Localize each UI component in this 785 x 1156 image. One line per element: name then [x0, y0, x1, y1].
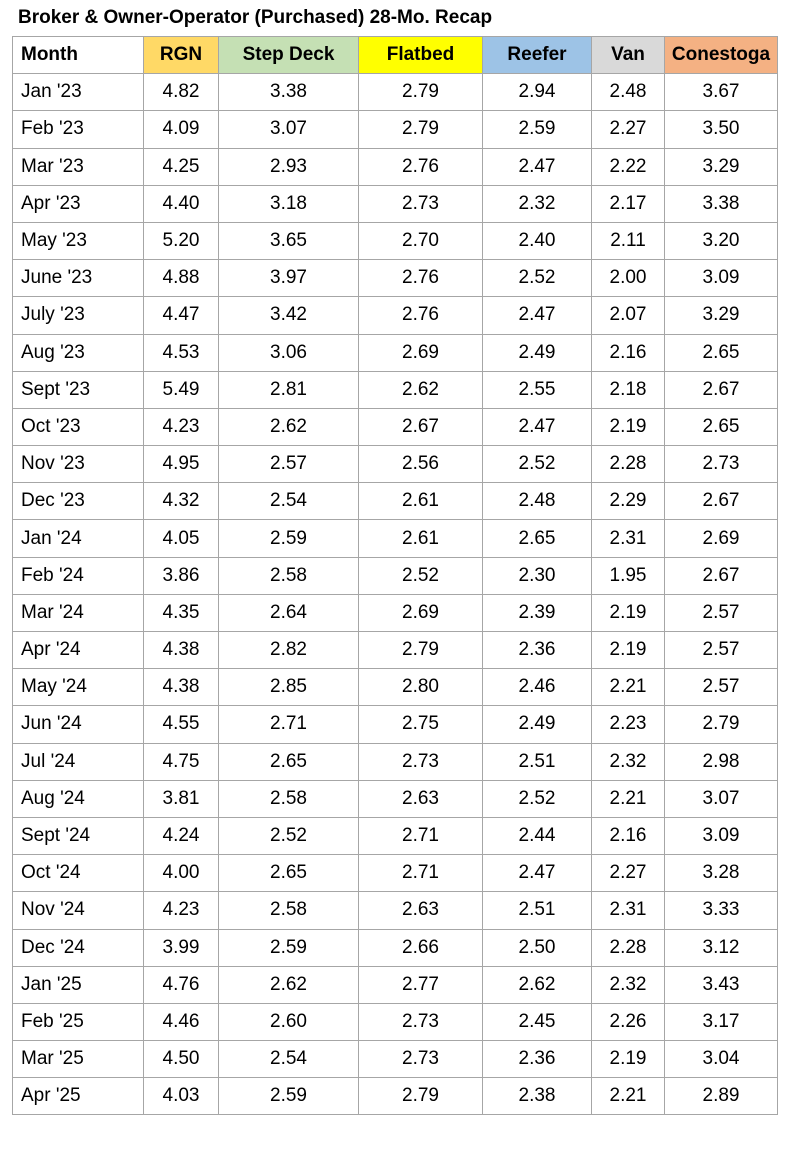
rgn-cell: 4.23	[144, 892, 219, 929]
table-row	[13, 185, 778, 222]
rgn-cell: 3.86	[144, 557, 219, 594]
reefer-cell: 2.52	[483, 780, 592, 817]
table-row	[13, 594, 778, 631]
month-cell: June '23	[13, 260, 144, 297]
van-cell: 2.29	[592, 483, 665, 520]
reefer-cell: 2.49	[483, 706, 592, 743]
table-row	[13, 1003, 778, 1040]
step-deck-cell: 2.65	[219, 743, 359, 780]
van-cell: 2.00	[592, 260, 665, 297]
rgn-cell: 4.38	[144, 632, 219, 669]
flatbed-cell: 2.61	[359, 520, 483, 557]
van-cell: 2.19	[592, 594, 665, 631]
column-header-step-deck: Step Deck	[219, 37, 359, 74]
step-deck-cell: 3.18	[219, 185, 359, 222]
conestoga-cell: 2.65	[665, 334, 778, 371]
column-header-conestoga: Conestoga	[665, 37, 778, 74]
conestoga-cell: 3.29	[665, 148, 778, 185]
step-deck-cell: 2.62	[219, 408, 359, 445]
table-row	[13, 74, 778, 111]
step-deck-cell: 2.65	[219, 855, 359, 892]
reefer-cell: 2.49	[483, 334, 592, 371]
rgn-cell: 4.35	[144, 594, 219, 631]
reefer-cell: 2.51	[483, 892, 592, 929]
step-deck-cell: 2.82	[219, 632, 359, 669]
month-cell: Nov '24	[13, 892, 144, 929]
van-cell: 2.32	[592, 743, 665, 780]
step-deck-cell: 2.52	[219, 817, 359, 854]
conestoga-cell: 3.50	[665, 111, 778, 148]
month-cell: Oct '23	[13, 408, 144, 445]
flatbed-cell: 2.71	[359, 855, 483, 892]
step-deck-cell: 2.54	[219, 483, 359, 520]
rgn-cell: 4.38	[144, 669, 219, 706]
flatbed-cell: 2.76	[359, 297, 483, 334]
table-row	[13, 334, 778, 371]
step-deck-cell: 3.38	[219, 74, 359, 111]
rgn-cell: 5.49	[144, 371, 219, 408]
flatbed-cell: 2.63	[359, 892, 483, 929]
table-row	[13, 111, 778, 148]
flatbed-cell: 2.75	[359, 706, 483, 743]
step-deck-cell: 2.59	[219, 929, 359, 966]
rgn-cell: 4.82	[144, 74, 219, 111]
flatbed-cell: 2.56	[359, 446, 483, 483]
table-row	[13, 520, 778, 557]
conestoga-cell: 2.67	[665, 483, 778, 520]
conestoga-cell: 3.09	[665, 817, 778, 854]
column-header-month: Month	[13, 37, 144, 74]
table-row	[13, 929, 778, 966]
flatbed-cell: 2.67	[359, 408, 483, 445]
table-row	[13, 148, 778, 185]
reefer-cell: 2.52	[483, 446, 592, 483]
conestoga-cell: 2.73	[665, 446, 778, 483]
reefer-cell: 2.47	[483, 855, 592, 892]
conestoga-cell: 2.69	[665, 520, 778, 557]
van-cell: 2.27	[592, 111, 665, 148]
conestoga-cell: 2.57	[665, 632, 778, 669]
table-row	[13, 483, 778, 520]
reefer-cell: 2.39	[483, 594, 592, 631]
step-deck-cell: 2.81	[219, 371, 359, 408]
step-deck-cell: 3.06	[219, 334, 359, 371]
table-row	[13, 892, 778, 929]
step-deck-cell: 2.60	[219, 1003, 359, 1040]
month-cell: July '23	[13, 297, 144, 334]
month-cell: Dec '23	[13, 483, 144, 520]
step-deck-cell: 2.58	[219, 557, 359, 594]
rgn-cell: 4.25	[144, 148, 219, 185]
van-cell: 2.21	[592, 1078, 665, 1115]
rgn-cell: 4.88	[144, 260, 219, 297]
conestoga-cell: 3.09	[665, 260, 778, 297]
reefer-cell: 2.47	[483, 408, 592, 445]
van-cell: 2.19	[592, 408, 665, 445]
flatbed-cell: 2.76	[359, 148, 483, 185]
table-row	[13, 966, 778, 1003]
flatbed-cell: 2.63	[359, 780, 483, 817]
rgn-cell: 4.23	[144, 408, 219, 445]
flatbed-cell: 2.79	[359, 74, 483, 111]
rgn-cell: 4.32	[144, 483, 219, 520]
conestoga-cell: 3.17	[665, 1003, 778, 1040]
reefer-cell: 2.65	[483, 520, 592, 557]
reefer-cell: 2.36	[483, 632, 592, 669]
flatbed-cell: 2.61	[359, 483, 483, 520]
table-row	[13, 446, 778, 483]
rgn-cell: 4.46	[144, 1003, 219, 1040]
reefer-cell: 2.48	[483, 483, 592, 520]
flatbed-cell: 2.73	[359, 1041, 483, 1078]
flatbed-cell: 2.80	[359, 669, 483, 706]
van-cell: 2.28	[592, 446, 665, 483]
conestoga-cell: 2.67	[665, 371, 778, 408]
van-cell: 2.11	[592, 222, 665, 259]
table-row	[13, 743, 778, 780]
rgn-cell: 4.09	[144, 111, 219, 148]
rgn-cell: 4.75	[144, 743, 219, 780]
reefer-cell: 2.40	[483, 222, 592, 259]
table-row	[13, 408, 778, 445]
column-header-rgn: RGN	[144, 37, 219, 74]
rgn-cell: 4.76	[144, 966, 219, 1003]
reefer-cell: 2.62	[483, 966, 592, 1003]
conestoga-cell: 2.67	[665, 557, 778, 594]
conestoga-cell: 2.65	[665, 408, 778, 445]
month-cell: Oct '24	[13, 855, 144, 892]
step-deck-cell: 3.42	[219, 297, 359, 334]
conestoga-cell: 2.89	[665, 1078, 778, 1115]
van-cell: 2.18	[592, 371, 665, 408]
table-row	[13, 780, 778, 817]
van-cell: 2.17	[592, 185, 665, 222]
reefer-cell: 2.55	[483, 371, 592, 408]
month-cell: Mar '25	[13, 1041, 144, 1078]
table-body	[13, 74, 778, 1115]
column-header-flatbed: Flatbed	[359, 37, 483, 74]
table-row	[13, 632, 778, 669]
month-cell: Feb '23	[13, 111, 144, 148]
reefer-cell: 2.52	[483, 260, 592, 297]
step-deck-cell: 2.62	[219, 966, 359, 1003]
month-cell: May '23	[13, 222, 144, 259]
conestoga-cell: 3.33	[665, 892, 778, 929]
step-deck-cell: 3.97	[219, 260, 359, 297]
van-cell: 2.07	[592, 297, 665, 334]
rgn-cell: 4.05	[144, 520, 219, 557]
month-cell: Apr '25	[13, 1078, 144, 1115]
flatbed-cell: 2.69	[359, 334, 483, 371]
month-cell: Jun '24	[13, 706, 144, 743]
step-deck-cell: 2.58	[219, 892, 359, 929]
flatbed-cell: 2.62	[359, 371, 483, 408]
van-cell: 2.16	[592, 334, 665, 371]
conestoga-cell: 3.67	[665, 74, 778, 111]
van-cell: 2.31	[592, 520, 665, 557]
month-cell: Feb '25	[13, 1003, 144, 1040]
conestoga-cell: 3.28	[665, 855, 778, 892]
rgn-cell: 4.40	[144, 185, 219, 222]
conestoga-cell: 2.57	[665, 594, 778, 631]
flatbed-cell: 2.76	[359, 260, 483, 297]
step-deck-cell: 2.59	[219, 520, 359, 557]
reefer-cell: 2.50	[483, 929, 592, 966]
reefer-cell: 2.59	[483, 111, 592, 148]
conestoga-cell: 3.38	[665, 185, 778, 222]
rgn-cell: 3.81	[144, 780, 219, 817]
conestoga-cell: 3.20	[665, 222, 778, 259]
month-cell: Aug '23	[13, 334, 144, 371]
rgn-cell: 4.00	[144, 855, 219, 892]
reefer-cell: 2.38	[483, 1078, 592, 1115]
month-cell: Jul '24	[13, 743, 144, 780]
month-cell: Dec '24	[13, 929, 144, 966]
conestoga-cell: 2.79	[665, 706, 778, 743]
flatbed-cell: 2.79	[359, 1078, 483, 1115]
conestoga-cell: 3.12	[665, 929, 778, 966]
rgn-cell: 4.95	[144, 446, 219, 483]
step-deck-cell: 2.54	[219, 1041, 359, 1078]
conestoga-cell: 3.04	[665, 1041, 778, 1078]
rgn-cell: 5.20	[144, 222, 219, 259]
table-row	[13, 669, 778, 706]
month-cell: Jan '23	[13, 74, 144, 111]
month-cell: Aug '24	[13, 780, 144, 817]
step-deck-cell: 2.64	[219, 594, 359, 631]
rgn-cell: 4.55	[144, 706, 219, 743]
table-row	[13, 260, 778, 297]
reefer-cell: 2.32	[483, 185, 592, 222]
table-row	[13, 1078, 778, 1115]
van-cell: 2.16	[592, 817, 665, 854]
step-deck-cell: 2.93	[219, 148, 359, 185]
flatbed-cell: 2.73	[359, 1003, 483, 1040]
reefer-cell: 2.47	[483, 148, 592, 185]
reefer-cell: 2.94	[483, 74, 592, 111]
table-row	[13, 706, 778, 743]
van-cell: 2.31	[592, 892, 665, 929]
reefer-cell: 2.51	[483, 743, 592, 780]
table-row	[13, 222, 778, 259]
month-cell: May '24	[13, 669, 144, 706]
rgn-cell: 4.47	[144, 297, 219, 334]
month-cell: Jan '24	[13, 520, 144, 557]
flatbed-cell: 2.69	[359, 594, 483, 631]
rgn-cell: 4.03	[144, 1078, 219, 1115]
van-cell: 2.27	[592, 855, 665, 892]
van-cell: 2.21	[592, 669, 665, 706]
step-deck-cell: 3.07	[219, 111, 359, 148]
van-cell: 2.32	[592, 966, 665, 1003]
reefer-cell: 2.46	[483, 669, 592, 706]
conestoga-cell: 2.57	[665, 669, 778, 706]
rgn-cell: 4.50	[144, 1041, 219, 1078]
table-title: Broker & Owner-Operator (Purchased) 28-Mo. Recap	[18, 7, 493, 28]
van-cell: 2.22	[592, 148, 665, 185]
van-cell: 2.48	[592, 74, 665, 111]
reefer-cell: 2.45	[483, 1003, 592, 1040]
month-cell: Nov '23	[13, 446, 144, 483]
step-deck-cell: 2.85	[219, 669, 359, 706]
column-header-van: Van	[592, 37, 665, 74]
month-cell: Mar '24	[13, 594, 144, 631]
table-row	[13, 1041, 778, 1078]
step-deck-cell: 2.57	[219, 446, 359, 483]
van-cell: 2.26	[592, 1003, 665, 1040]
flatbed-cell: 2.73	[359, 185, 483, 222]
reefer-cell: 2.44	[483, 817, 592, 854]
step-deck-cell: 2.59	[219, 1078, 359, 1115]
recap-table	[12, 36, 778, 1115]
van-cell: 2.21	[592, 780, 665, 817]
conestoga-cell: 3.07	[665, 780, 778, 817]
header-row	[13, 37, 778, 74]
conestoga-cell: 3.43	[665, 966, 778, 1003]
step-deck-cell: 2.58	[219, 780, 359, 817]
table-row	[13, 297, 778, 334]
month-cell: Sept '24	[13, 817, 144, 854]
reefer-cell: 2.47	[483, 297, 592, 334]
flatbed-cell: 2.77	[359, 966, 483, 1003]
month-cell: Mar '23	[13, 148, 144, 185]
table-row	[13, 817, 778, 854]
month-cell: Sept '23	[13, 371, 144, 408]
van-cell: 2.23	[592, 706, 665, 743]
step-deck-cell: 2.71	[219, 706, 359, 743]
conestoga-cell: 2.98	[665, 743, 778, 780]
van-cell: 2.28	[592, 929, 665, 966]
month-cell: Jan '25	[13, 966, 144, 1003]
flatbed-cell: 2.70	[359, 222, 483, 259]
month-cell: Apr '23	[13, 185, 144, 222]
van-cell: 2.19	[592, 1041, 665, 1078]
flatbed-cell: 2.79	[359, 111, 483, 148]
month-cell: Feb '24	[13, 557, 144, 594]
rgn-cell: 4.53	[144, 334, 219, 371]
flatbed-cell: 2.71	[359, 817, 483, 854]
reefer-cell: 2.30	[483, 557, 592, 594]
flatbed-cell: 2.52	[359, 557, 483, 594]
flatbed-cell: 2.79	[359, 632, 483, 669]
rgn-cell: 3.99	[144, 929, 219, 966]
month-cell: Apr '24	[13, 632, 144, 669]
rgn-cell: 4.24	[144, 817, 219, 854]
table-row	[13, 371, 778, 408]
column-header-reefer: Reefer	[483, 37, 592, 74]
conestoga-cell: 3.29	[665, 297, 778, 334]
flatbed-cell: 2.66	[359, 929, 483, 966]
flatbed-cell: 2.73	[359, 743, 483, 780]
table-row	[13, 855, 778, 892]
van-cell: 2.19	[592, 632, 665, 669]
reefer-cell: 2.36	[483, 1041, 592, 1078]
step-deck-cell: 3.65	[219, 222, 359, 259]
van-cell: 1.95	[592, 557, 665, 594]
table-row	[13, 557, 778, 594]
